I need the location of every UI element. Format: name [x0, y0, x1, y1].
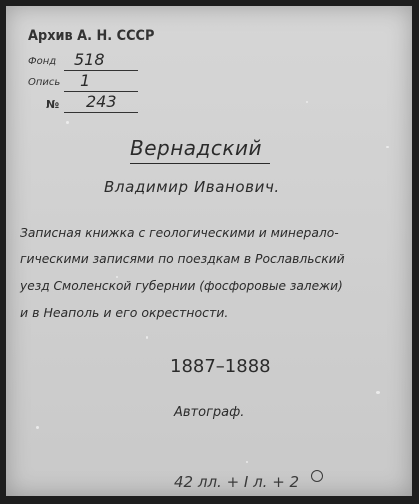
archive-folder-cover	[6, 6, 412, 496]
opis-label: Опись	[28, 77, 61, 88]
number-rule	[64, 112, 138, 113]
leaf-count-circle-mark	[310, 469, 324, 483]
fond-value: 518	[74, 50, 105, 69]
author-surname-underline	[130, 163, 270, 164]
archive-stamp-title: Архив А. Н. СССР	[28, 28, 155, 44]
years: 1887–1888	[170, 356, 271, 377]
opis-value: 1	[80, 71, 91, 90]
description-line-2: гическими записями по поездкам в Рославльский	[20, 252, 345, 266]
fond-label: Фонд	[28, 56, 57, 67]
number-label: №	[46, 98, 60, 111]
number-value: 243	[86, 92, 117, 111]
fond-rule	[64, 70, 138, 71]
autograph-note: Автограф.	[174, 405, 245, 420]
author-given-names: Владимир Иванович.	[104, 178, 280, 196]
author-surname: Вернадский	[130, 136, 262, 160]
description-line-3: уезд Смоленской губернии (фосфоровые залежи)	[20, 279, 343, 293]
description-line-4: и в Неаполь и его окрестности.	[20, 305, 229, 320]
leaf-count: 42 лл. + I л. + 2	[174, 473, 300, 491]
description-line-1: Записная книжка с геологическими и минерало-	[20, 226, 339, 240]
